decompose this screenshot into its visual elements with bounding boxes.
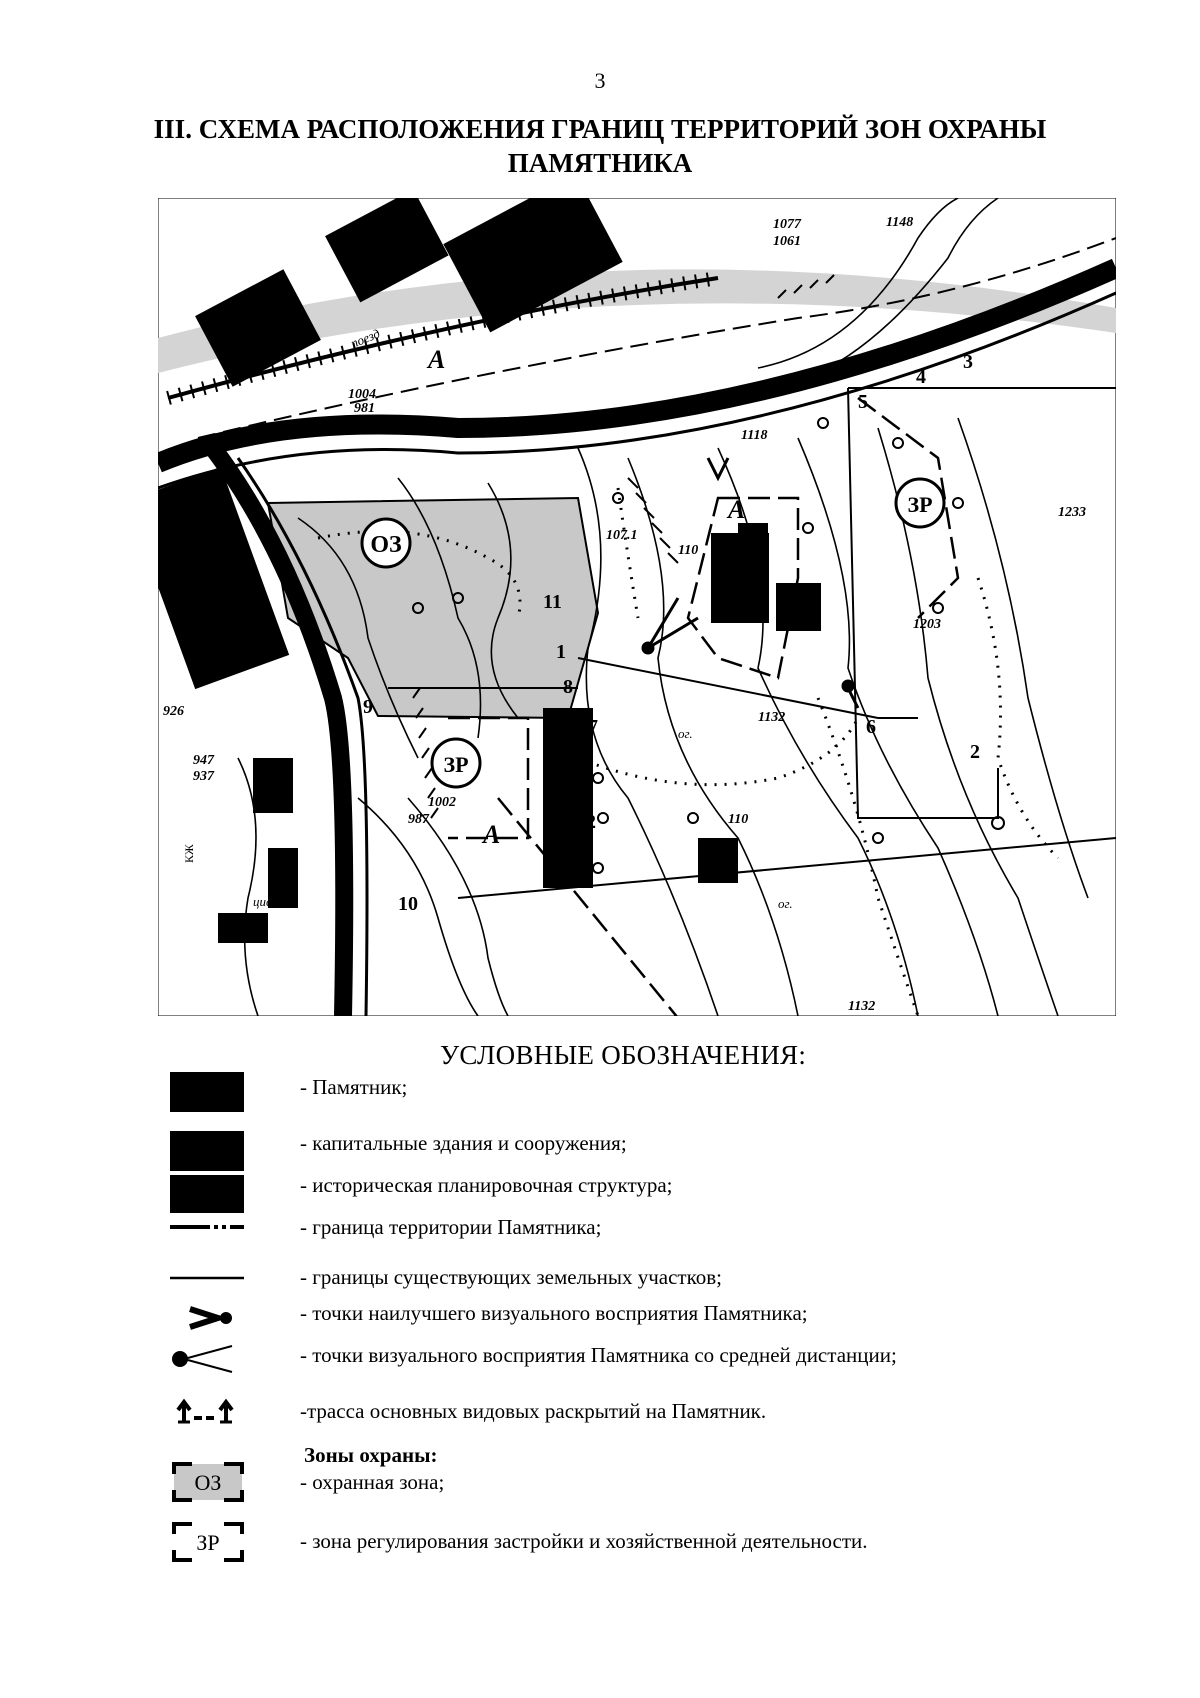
legend-label-monument: - Памятник;	[300, 1075, 408, 1099]
map-label: ог.	[778, 896, 793, 911]
elevation-label: 1233	[1058, 505, 1086, 520]
zone-marker-zr-right	[896, 479, 944, 527]
point-number: 3	[963, 351, 973, 373]
legend-label-mid-view: - точки визуального восприятия Памятника со средней дистанции;	[300, 1343, 897, 1367]
legend-label-best-view: - точки наилучшего визуального восприятия Памятника;	[300, 1301, 808, 1325]
point-number: 2	[970, 741, 980, 763]
zone-oz-symbol	[170, 1460, 246, 1504]
monument-symbol	[170, 1072, 244, 1112]
document-title	[100, 112, 1100, 180]
best-view-icon	[170, 1303, 244, 1333]
zone-zr-symbol	[170, 1520, 246, 1564]
zone-code: ОЗ	[194, 1470, 222, 1495]
elevation-label: 947	[193, 753, 214, 768]
zone-marker-oz	[362, 519, 410, 567]
point-number: 1	[556, 641, 566, 663]
legend-label-historic: - историческая планировочная структура;	[300, 1173, 673, 1197]
elevation-label: 981	[354, 401, 375, 416]
point-number: 11	[543, 591, 562, 613]
elevation-label: 107.1	[606, 528, 638, 543]
area-label: А	[728, 495, 746, 524]
zone-code: ЗР	[196, 1530, 220, 1555]
point-number: 4	[916, 366, 926, 388]
legend-label-buildings: - капитальные здания и сооружения;	[300, 1131, 627, 1155]
mid-view-icon	[170, 1342, 250, 1376]
point-number: 8	[563, 676, 573, 698]
site-map	[158, 198, 1116, 1016]
elevation-label: 1132	[758, 710, 786, 725]
point-number: 10	[398, 893, 418, 915]
zone-label: ЗР	[443, 752, 469, 777]
elevation-label: 1077	[773, 217, 801, 232]
point-number: 9	[363, 696, 373, 718]
elevation-label: 937	[193, 769, 214, 784]
page-number: 3	[594, 68, 606, 93]
elevation-label: 110	[728, 812, 749, 827]
area-label: А	[483, 820, 501, 849]
elevation-label: 1004	[348, 387, 376, 402]
zones-heading: Зоны охраны:	[304, 1443, 438, 1467]
point-number: 12	[576, 811, 596, 833]
elevation-label: 1061	[773, 234, 801, 249]
territory-boundary-symbol	[170, 1222, 244, 1232]
map-label: КЖ	[182, 844, 196, 863]
elevation-label: 1132	[848, 999, 876, 1014]
zone-label: ОЗ	[370, 532, 402, 558]
map-label: ог.	[678, 726, 693, 741]
elevation-label: 1002	[428, 795, 456, 810]
historic-structure-symbol	[170, 1175, 244, 1213]
zone-label: ЗР	[907, 492, 933, 517]
elevation-label: 987	[408, 812, 429, 827]
legend-label-territory: - граница территории Памятника;	[300, 1215, 602, 1239]
building	[543, 708, 593, 888]
area-label: А	[428, 345, 446, 374]
elevation-label: 926	[163, 704, 184, 719]
title-line-2: ПАМЯТНИКА	[507, 148, 693, 178]
point-number: 6	[866, 716, 876, 738]
point-number: 7	[588, 716, 598, 738]
point-number: 5	[858, 391, 868, 413]
legend-label-zone-oz: - охранная зона;	[300, 1470, 445, 1494]
map-label: поезд	[348, 325, 383, 351]
plot-boundary-symbol	[170, 1275, 244, 1281]
view-route-icon	[170, 1398, 244, 1424]
map-label: цист.	[253, 894, 285, 909]
legend-label-plots: - границы существующих земельных участков;	[300, 1265, 722, 1289]
legend-label-zone-zr: - зона регулирования застройки и хозяйственной деятельности.	[300, 1529, 868, 1553]
legend-label-view-route: -трасса основных видовых раскрытий на Памятник.	[300, 1399, 767, 1423]
elevation-label: 1148	[886, 215, 914, 230]
zone-marker-zr-left	[432, 739, 480, 787]
building-symbol	[170, 1131, 244, 1171]
elevation-label: 110	[678, 543, 699, 558]
legend-heading: УСЛОВНЫЕ ОБОЗНАЧЕНИЯ:	[440, 1040, 807, 1070]
elevation-label: 1118	[741, 428, 768, 443]
title-line-1: III. СХЕМА РАСПОЛОЖЕНИЯ ГРАНИЦ ТЕРРИТОРИЙ ЗОН ОХРАНЫ	[153, 114, 1047, 144]
elevation-label: 1203	[913, 617, 941, 632]
